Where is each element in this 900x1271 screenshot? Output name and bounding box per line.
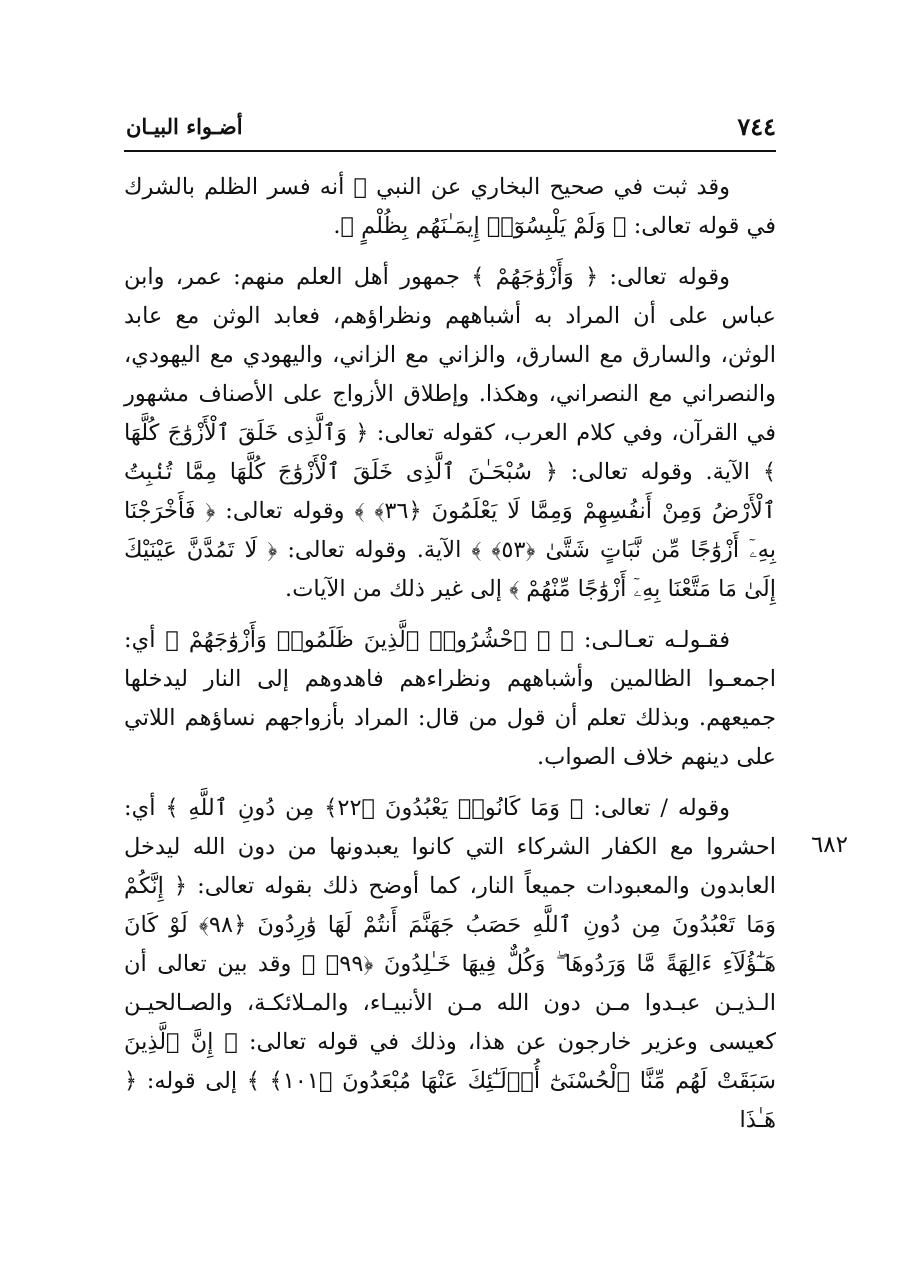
paragraph-4: وقوله / تعالى: ﴿ وَمَا كَانُوا۟ يَعْبُدُونَ ﴿٢٢﴾ مِن دُونِ ٱللَّهِ ﴾ أي: احشروا مع الكفار الشركاء التي كانوا يعبدونها من دون الله ليدخل العابدون والمعبودات جميعاً النار، كما أوضح ذلك بقوله تعالى: ﴿ إِنَّكُمْ وَمَا تَعْبُدُونَ مِن دُونِ ٱللَّهِ حَصَبُ جَهَنَّمَ أَنتُمْ لَهَا وَٰرِدُونَ ﴿٩٨﴾ لَوْ كَانَ هَـٰٓؤُلَآءِ ءَالِهَةً مَّا وَرَدُوهَا ۖ وَكُلٌّ فِيهَا خَـٰلِدُونَ ﴿٩٩﴾ ﴾ وقد بين تعالى أن الـذيـن عبـدوا مـن دون الله مـن الأنبيـاء، والمـلائكـة، والصـالحيـن كعيسى وعزير خارجون عن هذا، وذلك في قوله تعالى: ﴿ إِنَّ ٱلَّذِينَ سَبَقَتْ لَهُم مِّنَّا ٱلْحُسْنَىٰٓ أُو۟لَـٰٓئِكَ عَنْهَا مُبْعَدُونَ ﴿١٠١﴾ ﴾ إلى قوله: ﴿ هَـٰذَا [124, 795, 777, 1133]
paragraph-2: وقوله تعالى: ﴿ وَأَزْوَٰجَهُمْ ﴾ جمهور أهل العلم منهم: عمر، وابن عباس على أن المراد به أشباههم ونظراؤهم، فعابد الوثن مع عابد الوثن، والسارق مع السارق، والزاني مع الزاني، واليهودي مع اليهودي، والنصراني مع النصراني، وهكذا. وإطلاق الأزواج على الأصناف مشهور في القرآن، وفي كلام العرب، كقوله تعالى: ﴿ وَٱلَّذِى خَلَقَ ٱلْأَزْوَٰجَ كُلَّهَا ﴾ الآية. وقوله تعالى: ﴿ سُبْحَـٰنَ ٱلَّذِى خَلَقَ ٱلْأَزْوَٰجَ كُلَّهَا مِمَّا تُنۢبِتُ ٱلْأَرْضُ وَمِنْ أَنفُسِهِمْ وَمِمَّا لَا يَعْلَمُونَ ﴿٣٦﴾ ﴾ وقوله تعالى: ﴿ فَأَخْرَجْنَا بِهِۦٓ أَزْوَٰجًا مِّن نَّبَاتٍ شَتَّىٰ ﴿٥٣﴾ ﴾ الآية. وقوله تعالى: ﴿ لَا تَمُدَّنَّ عَيْنَيْكَ إِلَىٰ مَا مَتَّعْنَا بِهِۦٓ أَزْوَٰجًا مِّنْهُمْ ﴾ إلى غير ذلك من الآيات. [124, 264, 776, 602]
paragraph-3: فقـولـه تعـالـى: ﴿ ۞ ٱحْشُرُوا۟ ٱلَّذِينَ ظَلَمُوا۟ وَأَزْوَٰجَهُمْ ﴾ أي: اجمعـوا الظالمين وأشباههم ونظراءهم فاهدوهم إلى النار ليدخلها جميعهم. وبذلك تعلم أن قول من قال: المراد بأزواجهم نساؤهم اللاتي على دينهم خلاف الصواب. [124, 627, 776, 770]
page-header [126, 112, 776, 152]
header-divider [124, 150, 776, 152]
page-body [124, 168, 776, 1152]
paragraph-1: وقد ثبت في صحيح البخاري عن النبي ﷺ أنه فسر الظلم بالشرك في قوله تعالى: ﴿ وَلَمْ يَلْبِسُوٓا۟ إِيمَـٰنَهُم بِظُلْمٍ ﴾. [124, 174, 776, 239]
margin-page-reference: ٦٨٢ [810, 832, 848, 858]
page-number: ٧٤٤ [737, 112, 776, 141]
book-title: أضـواء البيـان [126, 114, 243, 139]
